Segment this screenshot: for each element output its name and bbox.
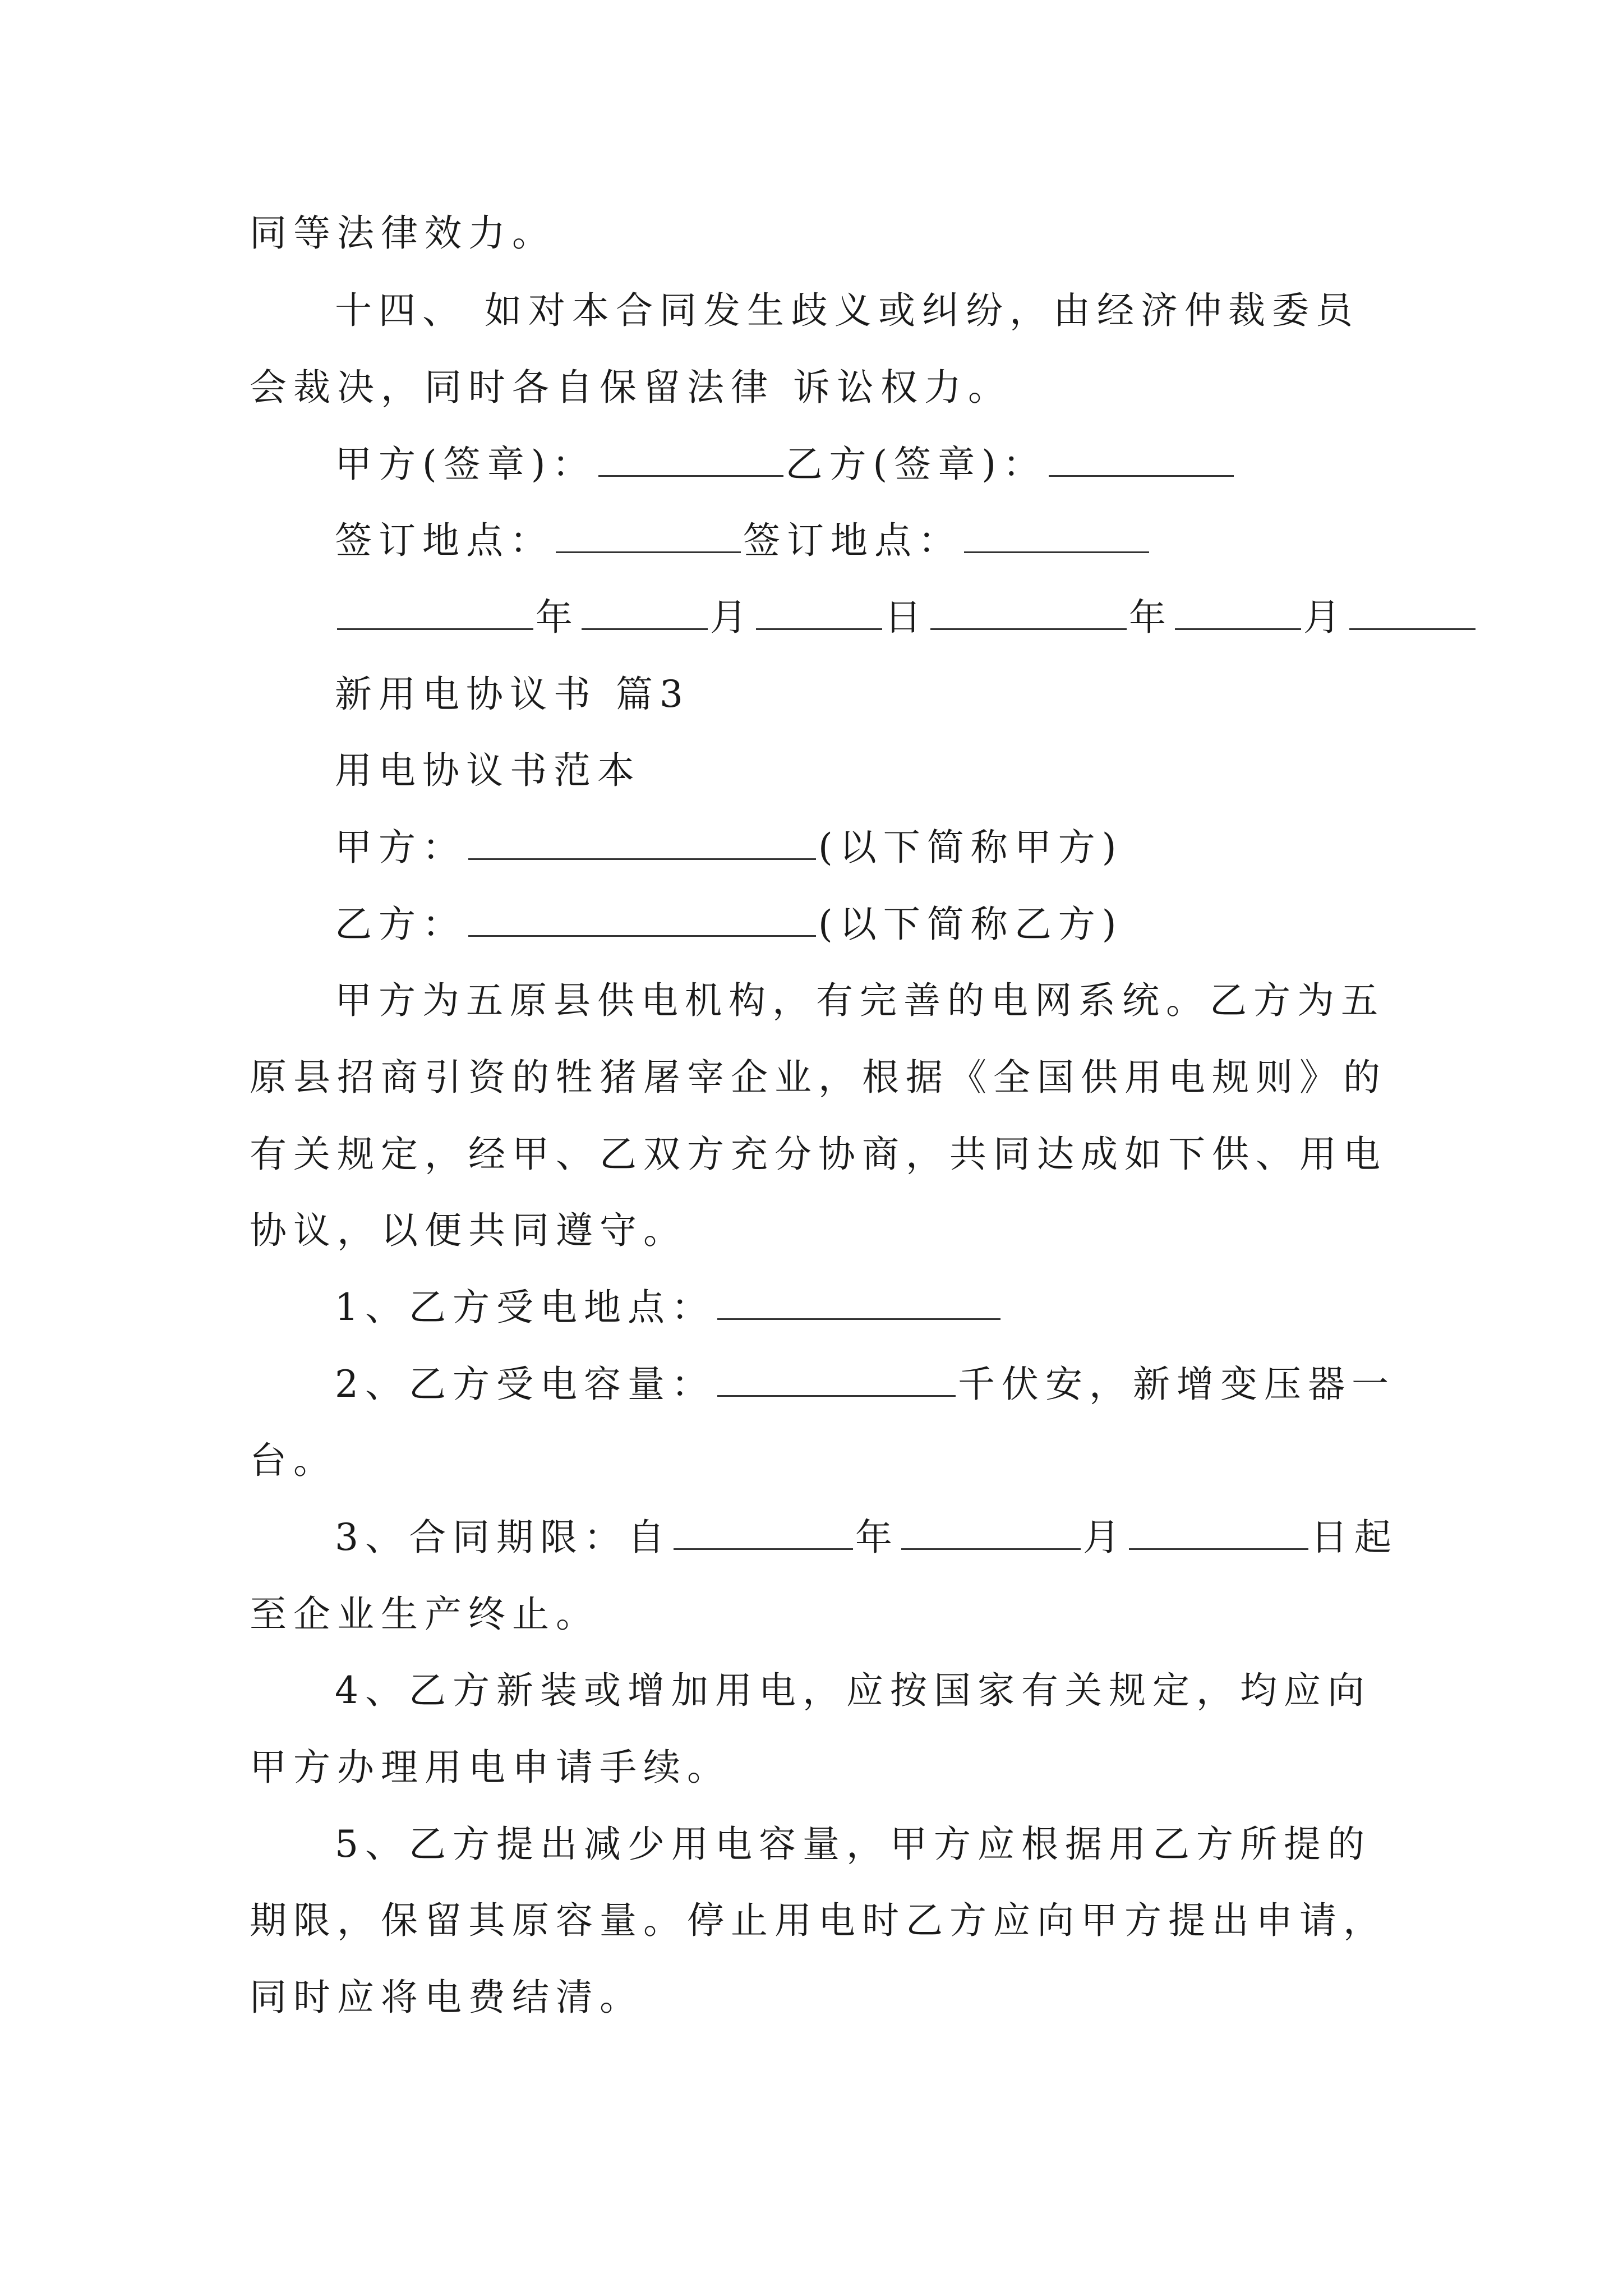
para-line bbox=[250, 1129, 1387, 1180]
party-a-label: 甲方： bbox=[335, 826, 466, 869]
year-label-a: 年 bbox=[536, 596, 579, 639]
text: 甲方为五原县供电机构，有完善的电网系统。乙方为五 bbox=[335, 979, 1385, 1022]
text: 新用电协议书 篇3 bbox=[335, 673, 690, 716]
year-label: 年 bbox=[855, 1516, 899, 1559]
party-a-signature-label: 甲方(签章)： bbox=[335, 443, 596, 486]
party-a-line bbox=[335, 822, 1123, 873]
clause-5 bbox=[335, 1819, 1371, 1870]
para-line bbox=[250, 362, 1012, 413]
text: 会裁决，同时各自保留法律 诉讼权力。 bbox=[250, 366, 1012, 409]
month-label-b: 月 bbox=[1303, 596, 1347, 639]
signature-line bbox=[335, 439, 1236, 490]
year-blank-a[interactable] bbox=[337, 595, 533, 630]
text: 原县招商引资的牲猪屠宰企业，根据《全国供用电规则》的 bbox=[250, 1056, 1387, 1099]
party-b-signature-label: 乙方(签章)： bbox=[785, 443, 1046, 486]
para-line bbox=[250, 1895, 1387, 1947]
term-day-blank[interactable] bbox=[1129, 1515, 1308, 1550]
sign-place-line bbox=[335, 515, 1151, 567]
term-year-blank[interactable] bbox=[674, 1515, 853, 1550]
year-blank-b[interactable] bbox=[930, 595, 1127, 630]
receiving-site-blank[interactable] bbox=[717, 1285, 1000, 1320]
clause-text: 2、乙方受电容量： bbox=[335, 1363, 715, 1406]
text: 台。 bbox=[250, 1439, 337, 1482]
clause-1 bbox=[335, 1282, 1003, 1333]
capacity-blank[interactable] bbox=[717, 1361, 956, 1397]
sign-place-blank-a[interactable] bbox=[556, 518, 741, 553]
sign-place-blank-b[interactable] bbox=[964, 518, 1149, 553]
day-blank-a[interactable] bbox=[756, 595, 882, 630]
month-label: 月 bbox=[1083, 1516, 1127, 1559]
clause-3 bbox=[335, 1512, 1398, 1563]
party-a-signature-blank[interactable] bbox=[598, 441, 783, 477]
party-b-signature-blank[interactable] bbox=[1049, 441, 1234, 477]
para-line bbox=[250, 1052, 1387, 1103]
clause-text: 1、乙方受电地点： bbox=[335, 1286, 715, 1329]
text: 十四、 如对本合同发生歧义或纠纷，由经济仲裁委员 bbox=[335, 289, 1359, 332]
text: 用电协议书范本 bbox=[335, 749, 641, 792]
section-heading bbox=[335, 669, 690, 720]
document-title bbox=[335, 745, 641, 797]
clause-4 bbox=[335, 1665, 1371, 1717]
clause-2 bbox=[335, 1359, 1395, 1410]
para-line bbox=[250, 1435, 337, 1487]
party-a-alias: (以下简称甲方) bbox=[818, 826, 1123, 869]
para-line bbox=[250, 208, 556, 259]
para-line bbox=[335, 975, 1385, 1027]
text: 至企业生产终止。 bbox=[250, 1593, 600, 1636]
para-line bbox=[250, 1742, 731, 1793]
para-line bbox=[250, 1972, 643, 2023]
clause-text: 千伏安，新增变压器一 bbox=[958, 1363, 1395, 1406]
text: 期限，保留其原容量。停止用电时乙方应向甲方提出申请， bbox=[250, 1899, 1387, 1942]
clause-text: 3、合同期限：自 bbox=[335, 1516, 671, 1559]
day-blank-b[interactable] bbox=[1349, 595, 1476, 630]
para-line bbox=[335, 285, 1359, 337]
party-b-alias: (以下简称乙方) bbox=[818, 903, 1123, 946]
para-line bbox=[250, 1205, 687, 1257]
party-b-line bbox=[335, 899, 1123, 950]
party-a-name-blank[interactable] bbox=[468, 825, 816, 860]
date-line bbox=[335, 592, 1478, 643]
party-b-label: 乙方： bbox=[335, 903, 466, 946]
day-label-a: 日 bbox=[884, 596, 928, 639]
sign-place-label-b: 签订地点： bbox=[743, 519, 962, 562]
day-label: 日起 bbox=[1311, 1516, 1398, 1559]
para-line bbox=[250, 1589, 600, 1640]
party-b-name-blank[interactable] bbox=[468, 901, 816, 937]
text: 有关规定，经甲、乙双方充分协商，共同达成如下供、用电 bbox=[250, 1133, 1387, 1176]
text: 4、乙方新装或增加用电，应按国家有关规定，均应向 bbox=[335, 1669, 1371, 1712]
text: 同等法律效力。 bbox=[250, 211, 556, 255]
year-label-b: 年 bbox=[1129, 596, 1173, 639]
month-label-a: 月 bbox=[710, 596, 754, 639]
text: 同时应将电费结清。 bbox=[250, 1976, 643, 2019]
month-blank-b[interactable] bbox=[1175, 595, 1301, 630]
text: 协议，以便共同遵守。 bbox=[250, 1209, 687, 1252]
sign-place-label-a: 签订地点： bbox=[335, 519, 554, 562]
term-month-blank[interactable] bbox=[901, 1515, 1081, 1550]
text: 甲方办理用电申请手续。 bbox=[250, 1746, 731, 1789]
text: 5、乙方提出减少用电容量，甲方应根据用乙方所提的 bbox=[335, 1823, 1371, 1866]
month-blank-a[interactable] bbox=[582, 595, 708, 630]
